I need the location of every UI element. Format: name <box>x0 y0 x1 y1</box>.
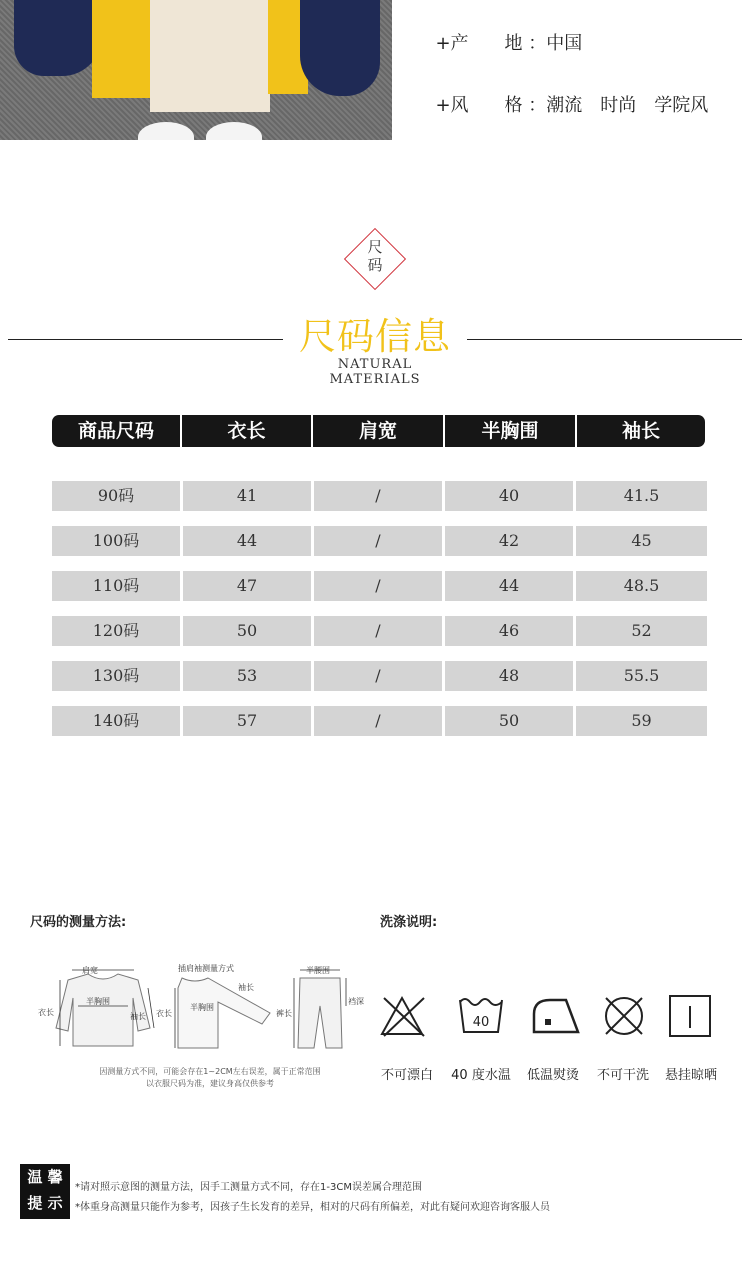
cell-chest: 46 <box>445 616 573 646</box>
iron-low-icon <box>534 1000 578 1032</box>
tips-badge-line2: 提 示 <box>27 1194 63 1212</box>
cell-length: 41 <box>183 481 311 511</box>
table-row <box>52 526 707 556</box>
table-row <box>52 661 707 691</box>
cell-chest: 50 <box>445 706 573 736</box>
care-title: 洗涤说明: <box>380 915 438 930</box>
tips-badge-line1: 温 馨 <box>27 1168 63 1186</box>
header-length: 衣长 <box>182 415 313 447</box>
divider-left <box>8 339 283 340</box>
size-badge-line1: 尺 <box>367 238 383 256</box>
label-pants-length: 裤长 <box>276 1009 292 1018</box>
label-raglan-sleeve: 袖长 <box>238 983 254 992</box>
care-label-no-bleach: 不可漂白 <box>380 1068 433 1083</box>
label-length: 衣长 <box>38 1008 54 1017</box>
header-sleeve: 袖长 <box>621 420 660 442</box>
size-subtitle: NATURAL MATERIALS <box>329 357 421 387</box>
care-label-wash-40: 40 度水温 <box>451 1068 511 1083</box>
no-bleach-icon <box>382 998 424 1036</box>
attr-style-value: 潮流 时尚 学院风 <box>546 95 709 116</box>
cell-sleeve: 41.5 <box>576 481 707 511</box>
cell-size: 90码 <box>52 481 180 511</box>
measure-note-2: 以衣服尺码为准，建议身高仅供参考 <box>146 1079 274 1088</box>
cell-length: 50 <box>183 616 311 646</box>
care-label-no-dry-clean: 不可干洗 <box>596 1068 649 1083</box>
attr-style: +风 格 ：潮流 时尚 学院风 <box>435 95 709 116</box>
measure-title: 尺码的测量方法: <box>30 915 127 930</box>
label-chest: 半胸围 <box>86 997 110 1006</box>
cell-shoulder: / <box>314 616 442 646</box>
table-row <box>52 616 707 646</box>
cell-chest: 42 <box>445 526 573 556</box>
measurement-diagram <box>30 958 370 1058</box>
pants-icon <box>298 978 342 1048</box>
tips-badge <box>20 1164 70 1219</box>
cell-shoulder: / <box>314 661 442 691</box>
cell-chest: 44 <box>445 571 573 601</box>
raglan-shirt-icon <box>178 978 270 1048</box>
cell-sleeve: 55.5 <box>576 661 707 691</box>
sweater-icon <box>56 974 150 1046</box>
size-table-header <box>52 415 705 447</box>
no-dry-clean-icon <box>606 998 642 1034</box>
table-row <box>52 481 707 511</box>
cell-size: 130码 <box>52 661 180 691</box>
attr-style-label: +风 格 <box>435 95 523 116</box>
wash-temp-value: 40 <box>472 1015 490 1030</box>
header-size: 商品尺码 <box>52 415 182 447</box>
table-row <box>52 706 707 736</box>
label-crotch: 裆深 <box>348 997 364 1006</box>
header-shoulder: 肩宽 <box>313 415 445 447</box>
cell-size: 100码 <box>52 526 180 556</box>
tip-line-1: *请对照示意图的测量方法，因手工测量方式不同，存在1-3CM误差属合理范围 <box>75 1182 422 1193</box>
cell-size: 110码 <box>52 571 180 601</box>
table-row <box>52 571 707 601</box>
cell-shoulder: / <box>314 481 442 511</box>
label-raglan-title: 插肩袖测量方式 <box>178 964 234 973</box>
cell-length: 57 <box>183 706 311 736</box>
line-dry-icon <box>670 996 710 1036</box>
attr-origin: +产 地 ：中国 <box>435 33 583 54</box>
cell-sleeve: 59 <box>576 706 707 736</box>
product-photo <box>0 0 392 140</box>
cell-chest: 48 <box>445 661 573 691</box>
label-sleeve: 袖长 <box>130 1012 146 1021</box>
attr-origin-label: +产 地 <box>435 33 523 54</box>
care-icons <box>378 992 718 1042</box>
cell-size: 140码 <box>52 706 180 736</box>
cell-sleeve: 52 <box>576 616 707 646</box>
size-title: 尺码信息 <box>299 315 451 358</box>
attr-origin-value: 中国 <box>546 33 583 54</box>
label-waist: 半腰围 <box>306 966 330 975</box>
cell-length: 53 <box>183 661 311 691</box>
size-badge-line2: 码 <box>367 256 383 274</box>
cell-shoulder: / <box>314 706 442 736</box>
cell-shoulder: / <box>314 571 442 601</box>
cell-size: 120码 <box>52 616 180 646</box>
tip-line-2: *体重身高测量只能作为参考，因孩子生长发育的差异，相对的尺码有所偏差，对此有疑问欢迎咨询客服人员 <box>75 1202 550 1213</box>
header-chest: 半胸围 <box>445 415 577 447</box>
measure-note-1: 因测量方式不同，可能会存在1~2CM左右误差，属于正常范围 <box>99 1067 321 1076</box>
label-raglan-chest: 半胸围 <box>190 1003 214 1012</box>
cell-chest: 40 <box>445 481 573 511</box>
iron-dot-icon <box>545 1019 551 1025</box>
cell-length: 47 <box>183 571 311 601</box>
label-raglan-length: 衣长 <box>156 1009 172 1018</box>
cell-shoulder: / <box>314 526 442 556</box>
cell-sleeve: 48.5 <box>576 571 707 601</box>
care-label-iron-low: 低温熨烫 <box>526 1068 579 1083</box>
size-badge <box>354 238 396 274</box>
divider-right <box>467 339 742 340</box>
cell-length: 44 <box>183 526 311 556</box>
label-shoulder: 肩宽 <box>82 966 98 975</box>
care-label-line-dry: 悬挂晾晒 <box>664 1068 717 1083</box>
cell-sleeve: 45 <box>576 526 707 556</box>
